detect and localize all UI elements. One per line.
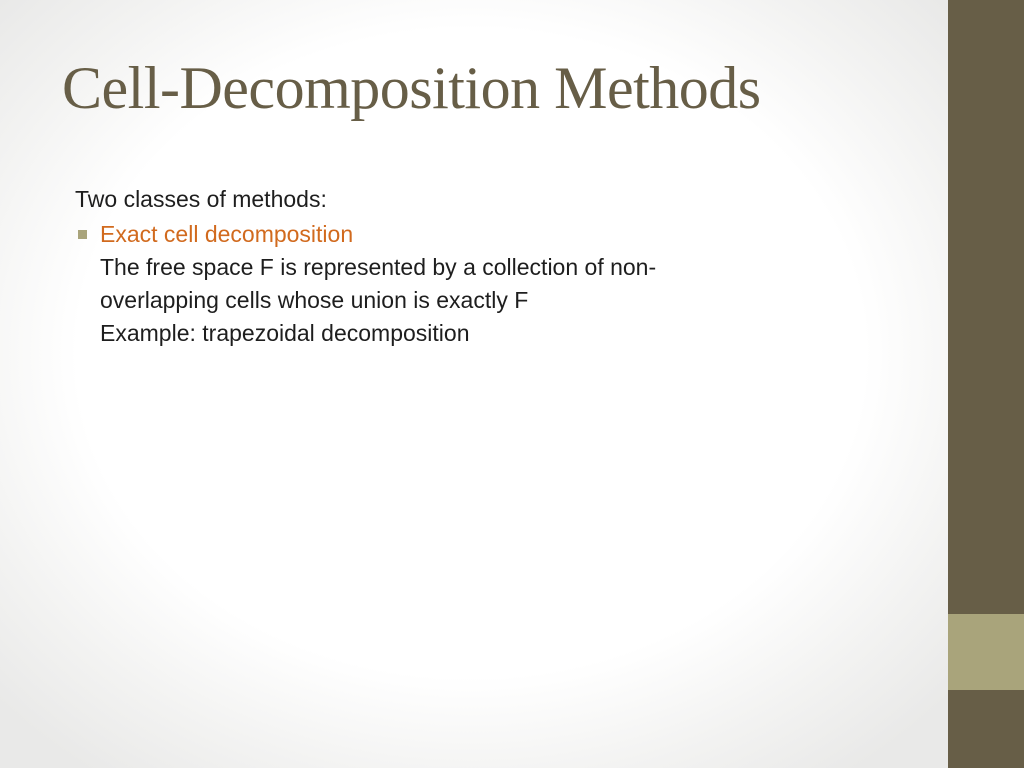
bullet-list — [75, 218, 895, 350]
bullet-example-line: Example: trapezoidal decomposition — [100, 320, 470, 346]
square-bullet-icon — [78, 230, 87, 239]
slide-title: Cell-Decomposition Methods — [62, 55, 761, 121]
slide-content — [75, 183, 895, 350]
decorative-side-bar-accent — [948, 614, 1024, 690]
bullet-description-line: overlapping cells whose union is exactly F — [100, 287, 529, 313]
decorative-side-bar — [948, 0, 1024, 768]
bullet-description-line: The free space F is represented by a collection of non- — [100, 254, 657, 280]
bullet-heading: Exact cell decomposition — [100, 221, 354, 247]
bullet-item — [75, 218, 895, 350]
intro-text: Two classes of methods: — [75, 186, 327, 212]
